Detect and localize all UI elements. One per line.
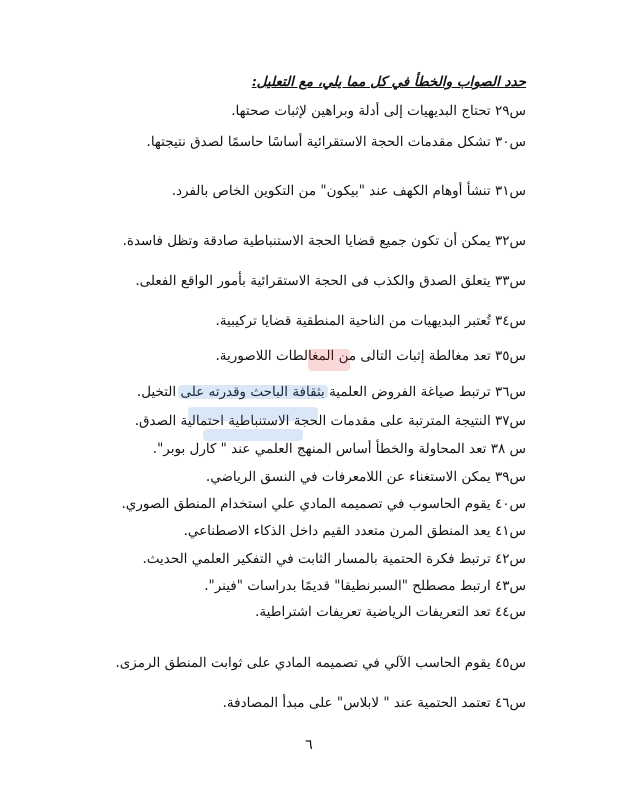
- question-number: س٤١: [495, 523, 526, 539]
- question-number: س٣٣: [495, 273, 526, 289]
- question-number: س٤٣: [495, 578, 526, 594]
- question-42: [142, 551, 526, 567]
- question-text: يقوم الحاسب الآلي في تصميمه المادي على ثوابت المنطق الرمزى.: [115, 655, 491, 671]
- question-number: س٣٠: [495, 134, 526, 150]
- question-37: [135, 413, 526, 429]
- question-text: ارتبط مصطلح "السبرنطيقا" قديمًا بدراسات "فينر".: [204, 578, 491, 594]
- question-number: س٤٤: [495, 604, 526, 620]
- question-number: س٣٧: [495, 413, 526, 429]
- question-text: ترتبط صياغة الفروض العلمية بثقافة الباحث وقدرته على التخيل.: [136, 384, 491, 400]
- question-40: [121, 496, 526, 512]
- question-text: يمكن الاستغناء عن اللامعرفات في النسق الرياضي.: [205, 469, 491, 485]
- question-text: يعد المنطق المرن متعدد القيم داخل الذكاء الاصطناعي.: [183, 523, 491, 539]
- question-text: يتعلق الصدق والكذب فى الحجة الاستقرائية بأمور الواقع الفعلى.: [135, 273, 491, 289]
- question-text: تحتاج البديهيات إلى أدلة وبراهين لإثبات صحتها.: [231, 103, 491, 119]
- question-text: يقوم الحاسوب في تصميمه المادي علي استخدام المنطق الصوري.: [121, 496, 491, 512]
- question-text: تعد المحاولة والخطأ أساس المنهج العلمي عند " كارل بوبر".: [152, 441, 487, 457]
- question-45: [115, 655, 526, 671]
- question-text: يمكن أن تكون جميع قضايا الحجة الاستنباطية صادقة وتظل فاسدة.: [122, 233, 491, 249]
- question-text: تعتمد الحتمية عند " لابلاس" على مبدأ المصادفة.: [222, 695, 491, 711]
- question-32: [123, 233, 526, 249]
- question-35: [216, 348, 526, 364]
- question-text: تنشأ أوهام الكهف عند "بيكون" من التكوين الخاص بالفرد.: [171, 183, 491, 199]
- question-text: تعد التعريفات الرياضية تعريفات اشتراطية.: [255, 604, 491, 620]
- question-41: [184, 523, 526, 539]
- question-33: [135, 273, 526, 289]
- question-number: س ٣٨: [490, 441, 526, 457]
- question-text: تُعتبر البديهيات من الناحية المنطقية قضايا تركيبية.: [215, 313, 491, 329]
- question-number: س٤٥: [495, 655, 526, 671]
- page-number: ٦: [305, 737, 313, 753]
- question-44: [255, 604, 526, 620]
- question-number: س٣٦: [495, 384, 526, 400]
- question-29: [231, 103, 526, 119]
- question-text: تشكل مقدمات الحجة الاستقرائية أساسًا حاسمًا لصدق نتيجتها.: [146, 134, 491, 150]
- question-text: تعد مغالطة إثبات التالى من المغالطات اللاصورية.: [215, 348, 491, 364]
- question-number: س٣١: [495, 183, 526, 199]
- question-number: س٤٢: [495, 551, 526, 567]
- question-text: النتيجة المترتبة على مقدمات الحجة الاستنباطية احتمالية الصدق.: [134, 413, 491, 429]
- question-43: [204, 578, 526, 594]
- question-30: [147, 134, 526, 150]
- question-46: [223, 695, 526, 711]
- question-number: س٤٠: [495, 496, 526, 512]
- question-38: [153, 441, 526, 457]
- section-heading: حدد الصواب والخطأ في كل مما يلي، مع التعليل:: [251, 74, 526, 90]
- question-31: [172, 183, 526, 199]
- question-number: س٣٩: [495, 469, 526, 485]
- question-34: [215, 313, 526, 329]
- question-number: س٣٥: [495, 348, 526, 364]
- question-number: س٣٤: [495, 313, 526, 329]
- question-36: [137, 384, 526, 400]
- question-text: ترتبط فكرة الحتمية بالمسار الثابت في التفكير العلمي الحديث.: [142, 551, 491, 567]
- question-number: س٣٢: [495, 233, 526, 249]
- question-number: س٤٦: [495, 695, 526, 711]
- question-39: [206, 469, 526, 485]
- question-number: س٢٩: [495, 103, 526, 119]
